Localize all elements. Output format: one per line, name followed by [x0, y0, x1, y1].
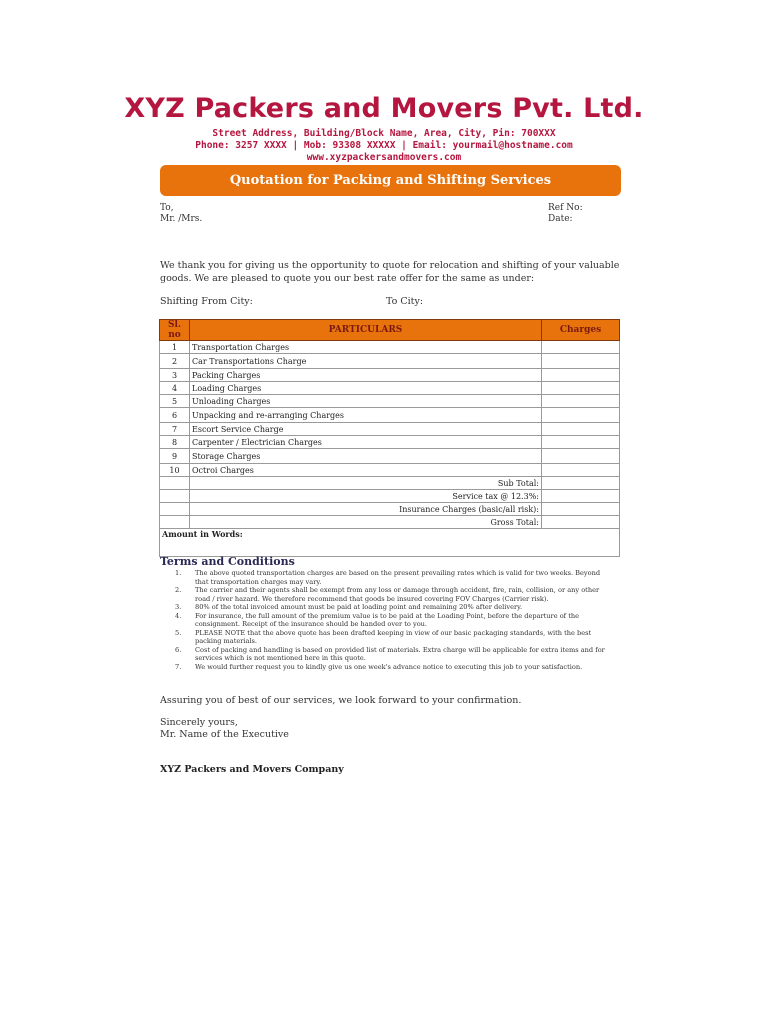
subtotal-label: Sub Total: [190, 477, 542, 490]
row-particular: Packing Charges [190, 369, 542, 382]
date-label: Date: [548, 214, 573, 224]
row-number: 8 [160, 436, 190, 449]
row-particular: Car Transportations Charge [190, 354, 542, 369]
row-particular: Escort Service Charge [190, 423, 542, 436]
row-number: 6 [160, 408, 190, 423]
gross-total-label: Gross Total: [190, 516, 542, 529]
insurance-row [160, 503, 620, 516]
row-charge [542, 449, 620, 464]
row-number: 9 [160, 449, 190, 464]
table-row [160, 354, 620, 369]
gross-total-row [160, 516, 620, 529]
terms-item [160, 646, 610, 663]
row-charge [542, 341, 620, 354]
charges-table [159, 319, 620, 557]
terms-item [160, 629, 610, 646]
addressee-to: To, [160, 203, 174, 213]
gross-total-value [542, 516, 620, 529]
terms-item [160, 663, 610, 672]
terms-title: Terms and Conditions [160, 555, 295, 568]
terms-item-number: 3. [175, 603, 182, 611]
terms-item-text: 80% of the total invoiced amount must be paid at loading point and remaining 20% after delivery. [195, 603, 523, 611]
table-row [160, 369, 620, 382]
header-charges: Charges [542, 320, 620, 341]
shifting-to-label: To City: [386, 296, 424, 307]
row-charge [542, 408, 620, 423]
table-header-row [160, 320, 620, 341]
amount-in-words-row [160, 529, 620, 557]
row-particular: Storage Charges [190, 449, 542, 464]
row-charge [542, 395, 620, 408]
table-row [160, 436, 620, 449]
row-number: 10 [160, 464, 190, 477]
header-sl-no: Sl. no [160, 320, 190, 341]
terms-item-number: 4. [175, 611, 182, 620]
terms-item-number: 1. [175, 569, 182, 577]
row-number: 1 [160, 341, 190, 354]
closing-assurance: Assuring you of best of our services, we look forward to your confirmation. [160, 695, 522, 706]
terms-item-number: 2. [175, 586, 182, 594]
header-particulars: PARTICULARS [190, 320, 542, 341]
table-row [160, 395, 620, 408]
table-row [160, 464, 620, 477]
row-number: 3 [160, 369, 190, 382]
row-number: 5 [160, 395, 190, 408]
terms-item-text: We would further request you to kindly give us one week's advance notice to executing this job to your satisfaction. [195, 662, 583, 671]
insurance-label: Insurance Charges (basic/all risk): [190, 503, 542, 516]
empty-cell [160, 490, 190, 503]
terms-item-text: Cost of packing and handling is based on provided list of materials. Extra charge will be applicable for extra items and for services which is not mentioned here in this quote. [195, 645, 605, 662]
table-row [160, 449, 620, 464]
row-particular: Unloading Charges [190, 395, 542, 408]
insurance-value [542, 503, 620, 516]
company-contact: Phone: 3257 XXXX | Mob: 93308 XXXXX | Email: yourmail@hostname.com [195, 140, 573, 151]
row-charge [542, 382, 620, 395]
quotation-banner: Quotation for Packing and Shifting Services [160, 165, 621, 196]
subtotal-row [160, 477, 620, 490]
row-number: 2 [160, 354, 190, 369]
terms-item-text: For insurance, the full amount of the premium value is to be paid at the Loading Point, before the departure of the consignment. Receipt of the insurance should be handed over to you. [195, 611, 580, 628]
terms-item [160, 569, 610, 586]
row-particular: Unpacking and re-arranging Charges [190, 408, 542, 423]
row-particular: Octroi Charges [190, 464, 542, 477]
row-charge [542, 436, 620, 449]
terms-item-number: 5. [175, 628, 182, 637]
row-particular: Transportation Charges [190, 341, 542, 354]
company-name: XYZ Packers and Movers Pvt. Ltd. [124, 93, 644, 124]
service-tax-row [160, 490, 620, 503]
subtotal-value [542, 477, 620, 490]
empty-cell [160, 477, 190, 490]
empty-cell [160, 516, 190, 529]
addressee-name: Mr. /Mrs. [160, 214, 203, 224]
row-charge [542, 423, 620, 436]
terms-list [160, 569, 610, 671]
shifting-from-label: Shifting From City: [160, 296, 253, 307]
table-row [160, 341, 620, 354]
terms-item-text: PLEASE NOTE that the above quote has been drafted keeping in view of our basic packaging standards, with the best packing materials. [195, 628, 592, 645]
footer-company-name: XYZ Packers and Movers Company [160, 764, 344, 775]
row-number: 7 [160, 423, 190, 436]
executive-name: Mr. Name of the Executive [160, 729, 289, 740]
terms-item [160, 586, 610, 603]
empty-cell [160, 503, 190, 516]
row-particular: Carpenter / Electrician Charges [190, 436, 542, 449]
table-row [160, 423, 620, 436]
row-charge [542, 369, 620, 382]
row-number: 4 [160, 382, 190, 395]
amount-in-words-label: Amount in Words: [160, 529, 620, 557]
table-row [160, 408, 620, 423]
terms-item-text: The above quoted transportation charges are based on the present prevailing rates which is valid for two weeks. Beyond that transportation charges may vary. [195, 569, 601, 586]
row-particular: Loading Charges [190, 382, 542, 395]
table-row [160, 382, 620, 395]
intro-paragraph: We thank you for giving us the opportunity to quote for relocation and shifting of your valuable goods. We are pleased to quote you our best rate offer for the same as under: [160, 260, 620, 284]
company-address: Street Address, Building/Block Name, Area, City, Pin: 700XXX [212, 128, 556, 139]
ref-no-label: Ref No: [548, 203, 583, 213]
row-charge [542, 354, 620, 369]
service-tax-value [542, 490, 620, 503]
company-website: www.xyzpackersandmovers.com [306, 152, 462, 163]
terms-item [160, 603, 610, 612]
closing-sincerely: Sincerely yours, [160, 717, 238, 728]
service-tax-label: Service tax @ 12.3%: [190, 490, 542, 503]
terms-item-number: 7. [175, 662, 182, 671]
terms-item-text: The carrier and their agents shall be exempt from any loss or damage through accident, fire, rain, collision, or any other road / river hazard. We therefore recommend that goods be insured covering FOV Charges (Carrier risk). [195, 586, 600, 603]
terms-item [160, 612, 610, 629]
row-charge [542, 464, 620, 477]
terms-item-number: 6. [175, 645, 182, 654]
